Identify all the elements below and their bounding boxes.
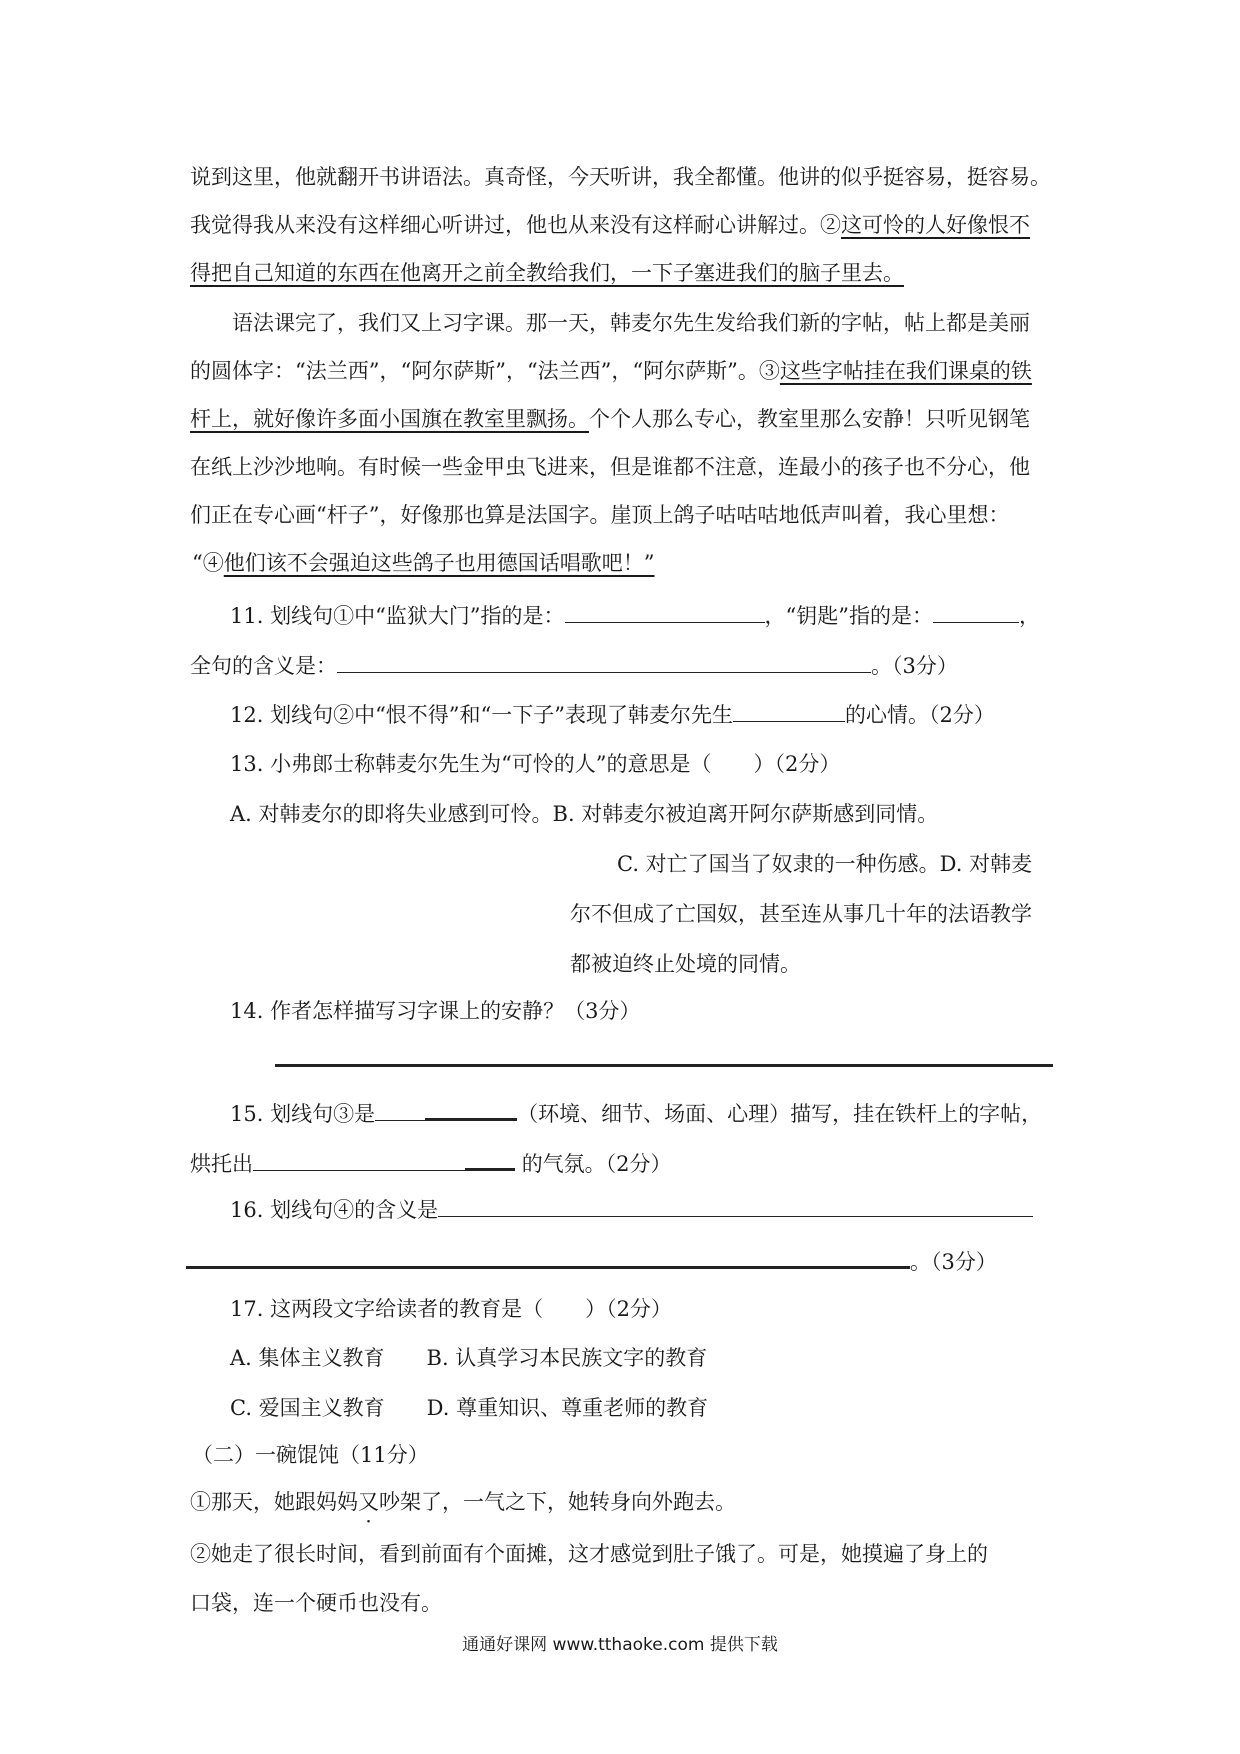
question-text: （环境、细节、场面、心理）描写，挂在铁杆上的字帖，: [517, 1102, 1043, 1126]
footer-credit: 通通好课网 www.tthaoke.com 提供下载: [462, 1635, 778, 1655]
choice-ab[interactable]: A. 对韩麦尔的即将失业感到可怜。B. 对韩麦尔被迫离开阿尔萨斯感到同情。: [230, 802, 939, 826]
answer-blank[interactable]: [186, 1244, 910, 1269]
choice-ab[interactable]: A. 集体主义教育 B. 认真学习本民族文字的教育: [230, 1346, 708, 1370]
passage-text: 我觉得我从来没有这样细心听讲过，他也从来没有这样耐心讲解过。②: [190, 213, 841, 237]
question-15-cont: [190, 1146, 672, 1179]
question-text: 11. 划线句①中“监狱大门”指的是：: [230, 604, 565, 628]
answer-blank[interactable]: [565, 600, 765, 623]
answer-blank[interactable]: [733, 699, 845, 722]
passage-line: 在纸上沙沙地响。有时候一些金甲虫飞进来，但是谁都不注意，连最小的孩子也不分心，他: [190, 455, 1030, 479]
question-16-cont: [186, 1244, 997, 1277]
answer-blank[interactable]: [425, 1096, 517, 1121]
answer-blank[interactable]: [438, 1194, 783, 1217]
question-text: 。（3分）: [871, 654, 958, 678]
passage-line: [190, 356, 1032, 386]
section-title: （二）一碗馄饨（11分）: [192, 1443, 429, 1467]
answer-blank[interactable]: [375, 1098, 425, 1121]
question-16: [230, 1194, 1033, 1225]
passage-line: 说到这里，他就翻开书讲语法。真奇怪，今天听讲，我全都懂。他讲的似乎挺容易，挺容易。: [190, 165, 1051, 189]
emphasis-char: 又: [358, 1490, 379, 1514]
passage-text: 个个人那么专心，教室里那么安静！只听见钢笔: [589, 407, 1030, 431]
question-text: 12. 划线句②中“恨不得”和“一下子”表现了韩麦尔先生: [230, 703, 734, 727]
passage-line: [190, 1487, 736, 1517]
passage-line: 口袋，连一个硬币也没有。: [190, 1591, 442, 1615]
choice-cd[interactable]: C. 对亡了国当了奴隶的一种伤感。D. 对韩麦: [617, 852, 1033, 876]
underlined-sentence-2: 这可怜的人好像恨不: [841, 213, 1030, 237]
passage-line: [190, 404, 1030, 434]
passage-text: 的圆体字：“法兰西”，“阿尔萨斯”，“法兰西”，“阿尔萨斯”。③: [190, 359, 780, 383]
choice-cd[interactable]: C. 爱国主义教育 D. 尊重知识、尊重老师的教育: [230, 1396, 709, 1420]
question-11-cont: [190, 650, 958, 681]
passage-line: [190, 258, 904, 288]
question-11: [230, 600, 1040, 631]
underlined-sentence-3: 这些字帖挂在我们课桌的铁: [779, 359, 1032, 383]
answer-blank[interactable]: [253, 1148, 465, 1171]
answer-blank[interactable]: [933, 600, 1019, 623]
question-text: 的心情。（2分）: [845, 703, 995, 727]
question-text: 16. 划线句④的含义是: [230, 1198, 439, 1222]
underlined-sentence-3-cont: 杆上，就好像许多面小国旗在教室里飘扬。: [190, 407, 589, 431]
answer-blank[interactable]: [465, 1146, 515, 1171]
question-15: [230, 1096, 1042, 1129]
choice-cd-cont: 尔不但成了亡国奴，甚至连从事几十年的法语教学: [570, 902, 1032, 926]
underlined-sentence-4: 他们该不会强迫这些鸽子也用德国话唱歌吧！”: [223, 551, 655, 575]
passage-line: 们正在专心画“杆子”，好像那也算是法国字。崖顶上鸽子咕咕咕地低声叫着，我心里想：: [190, 503, 1010, 527]
question-14: 14. 作者怎样描写习字课上的安静？（3分）: [230, 999, 641, 1023]
passage-line: [190, 210, 1030, 240]
question-text: ，: [1019, 604, 1041, 628]
answer-blank[interactable]: [337, 650, 871, 673]
question-text: 烘托出: [190, 1152, 253, 1176]
question-text: 的气氛。（2分）: [521, 1152, 672, 1176]
passage-line: ②她走了很长时间，看到前面有个面摊，这才感觉到肚子饿了。可是，她摸遍了身上的: [190, 1542, 988, 1566]
choice-cd-cont: 都被迫终止处境的同情。: [570, 952, 801, 976]
underlined-sentence-2-cont: 得把自己知道的东西在他离开之前全教给我们，一下子塞进我们的脑子里去。: [190, 261, 904, 285]
answer-blank[interactable]: [783, 1194, 1033, 1217]
passage-line: 语法课完了，我们又上习字课。那一天，韩麦尔先生发给我们新的字帖，帖上都是美丽: [232, 311, 1030, 335]
passage-line: [192, 548, 654, 578]
question-text: 全句的含义是：: [190, 654, 337, 678]
question-12: [230, 699, 995, 730]
question-text: 15. 划线句③是: [230, 1102, 376, 1126]
question-text: 。（3分）: [910, 1250, 997, 1274]
question-17: 17. 这两段文字给读者的教育是（ ）（2分）: [230, 1297, 672, 1321]
question-13: 13. 小弗郎士称韩麦尔先生为“可怜的人”的意思是（ ）（2分）: [230, 752, 841, 776]
passage-text: ①那天，她跟妈妈: [190, 1490, 358, 1514]
passage-text: “④: [192, 551, 224, 575]
passage-text: 吵架了，一气之下，她转身向外跑去。: [379, 1490, 736, 1514]
question-text: ，“钥匙”指的是：: [764, 604, 934, 628]
answer-line[interactable]: [275, 1064, 1053, 1067]
